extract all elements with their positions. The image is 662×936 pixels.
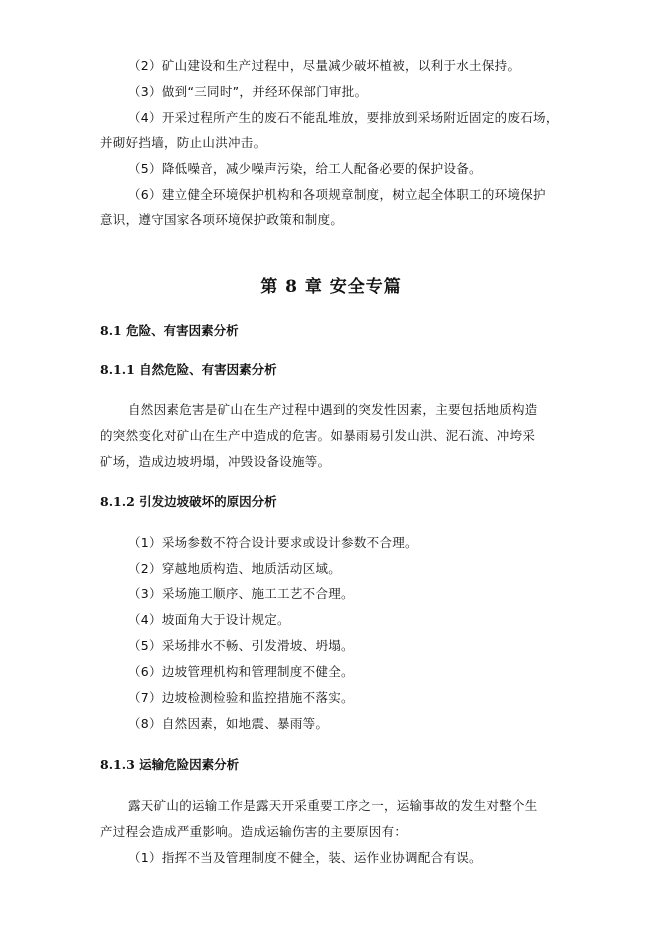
section-8-1-3-line-3: （1）指挥不当及管理制度不健全，装、运作业协调配合有误。 [128, 850, 482, 865]
section-8-1-2-item-3: （3）采场施工顺序、施工工艺不合理。 [128, 586, 354, 601]
intro-item-4-cont: 并砌好挡墙，防止山洪冲击。 [100, 135, 267, 150]
intro-item-2: （2）矿山建设和生产过程中，尽量减少破坏植被，以利于水土保持。 [128, 58, 521, 73]
intro-item-6: （6）建立健全环境保护机构和各项规章制度，树立起全体职工的环境保护 [128, 187, 546, 202]
chapter-title: 第 8 章 安全专篇 [260, 277, 402, 297]
section-8-1-1-line-3: 矿场，造成边坡坍塌，冲毁设备设施等。 [100, 454, 331, 469]
section-8-1-2-item-7: （7）边坡检测检验和监控措施不落实。 [128, 690, 354, 705]
section-8-1-1-heading: 8.1.1 自然危险、有害因素分析 [100, 362, 277, 377]
section-8-1-2-item-1: （1）采场参数不符合设计要求或设计参数不合理。 [128, 535, 418, 550]
intro-item-4: （4）开采过程所产生的废石不能乱堆放，要排放到采场附近固定的废石场， [128, 110, 559, 125]
section-8-1-1-line-1: 自然因素危害是矿山在生产过程中遇到的突发性因素，主要包括地质构造 [128, 402, 538, 417]
intro-item-5: （5）降低噪音，减少噪声污染，给工人配备必要的保护设备。 [128, 161, 482, 176]
section-8-1-2-item-6: （6）边坡管理机构和管理制度不健全。 [128, 664, 354, 679]
section-8-1-2-item-4: （4）坡面角大于设计规定。 [128, 612, 290, 627]
section-8-1-heading: 8.1 危险、有害因素分析 [100, 323, 239, 338]
section-8-1-1-line-2: 的突然变化对矿山在生产中造成的危害。如暴雨易引发山洪、泥石流、冲垮采 [100, 428, 536, 443]
section-8-1-3-line-2: 产过程会造成严重影响。造成运输伤害的主要原因有： [100, 824, 408, 839]
section-8-1-2-item-8: （8）自然因素，如地震、暴雨等。 [128, 716, 329, 731]
intro-item-6-cont: 意识，遵守国家各项环境保护政策和制度。 [100, 212, 344, 227]
section-8-1-3-line-1: 露天矿山的运输工作是露天开采重要工序之一，运输事故的发生对整个生 [128, 798, 538, 813]
section-8-1-2-item-2: （2）穿越地质构造、地质活动区域。 [128, 561, 342, 576]
section-8-1-2-heading: 8.1.2 引发边坡破坏的原因分析 [100, 494, 277, 509]
intro-item-3: （3）做到“三同时”，并经环保部门审批。 [128, 84, 368, 99]
section-8-1-3-heading: 8.1.3 运输危险因素分析 [100, 757, 240, 772]
section-8-1-2-item-5: （5）采场排水不畅、引发滑坡、坍塌。 [128, 638, 354, 653]
